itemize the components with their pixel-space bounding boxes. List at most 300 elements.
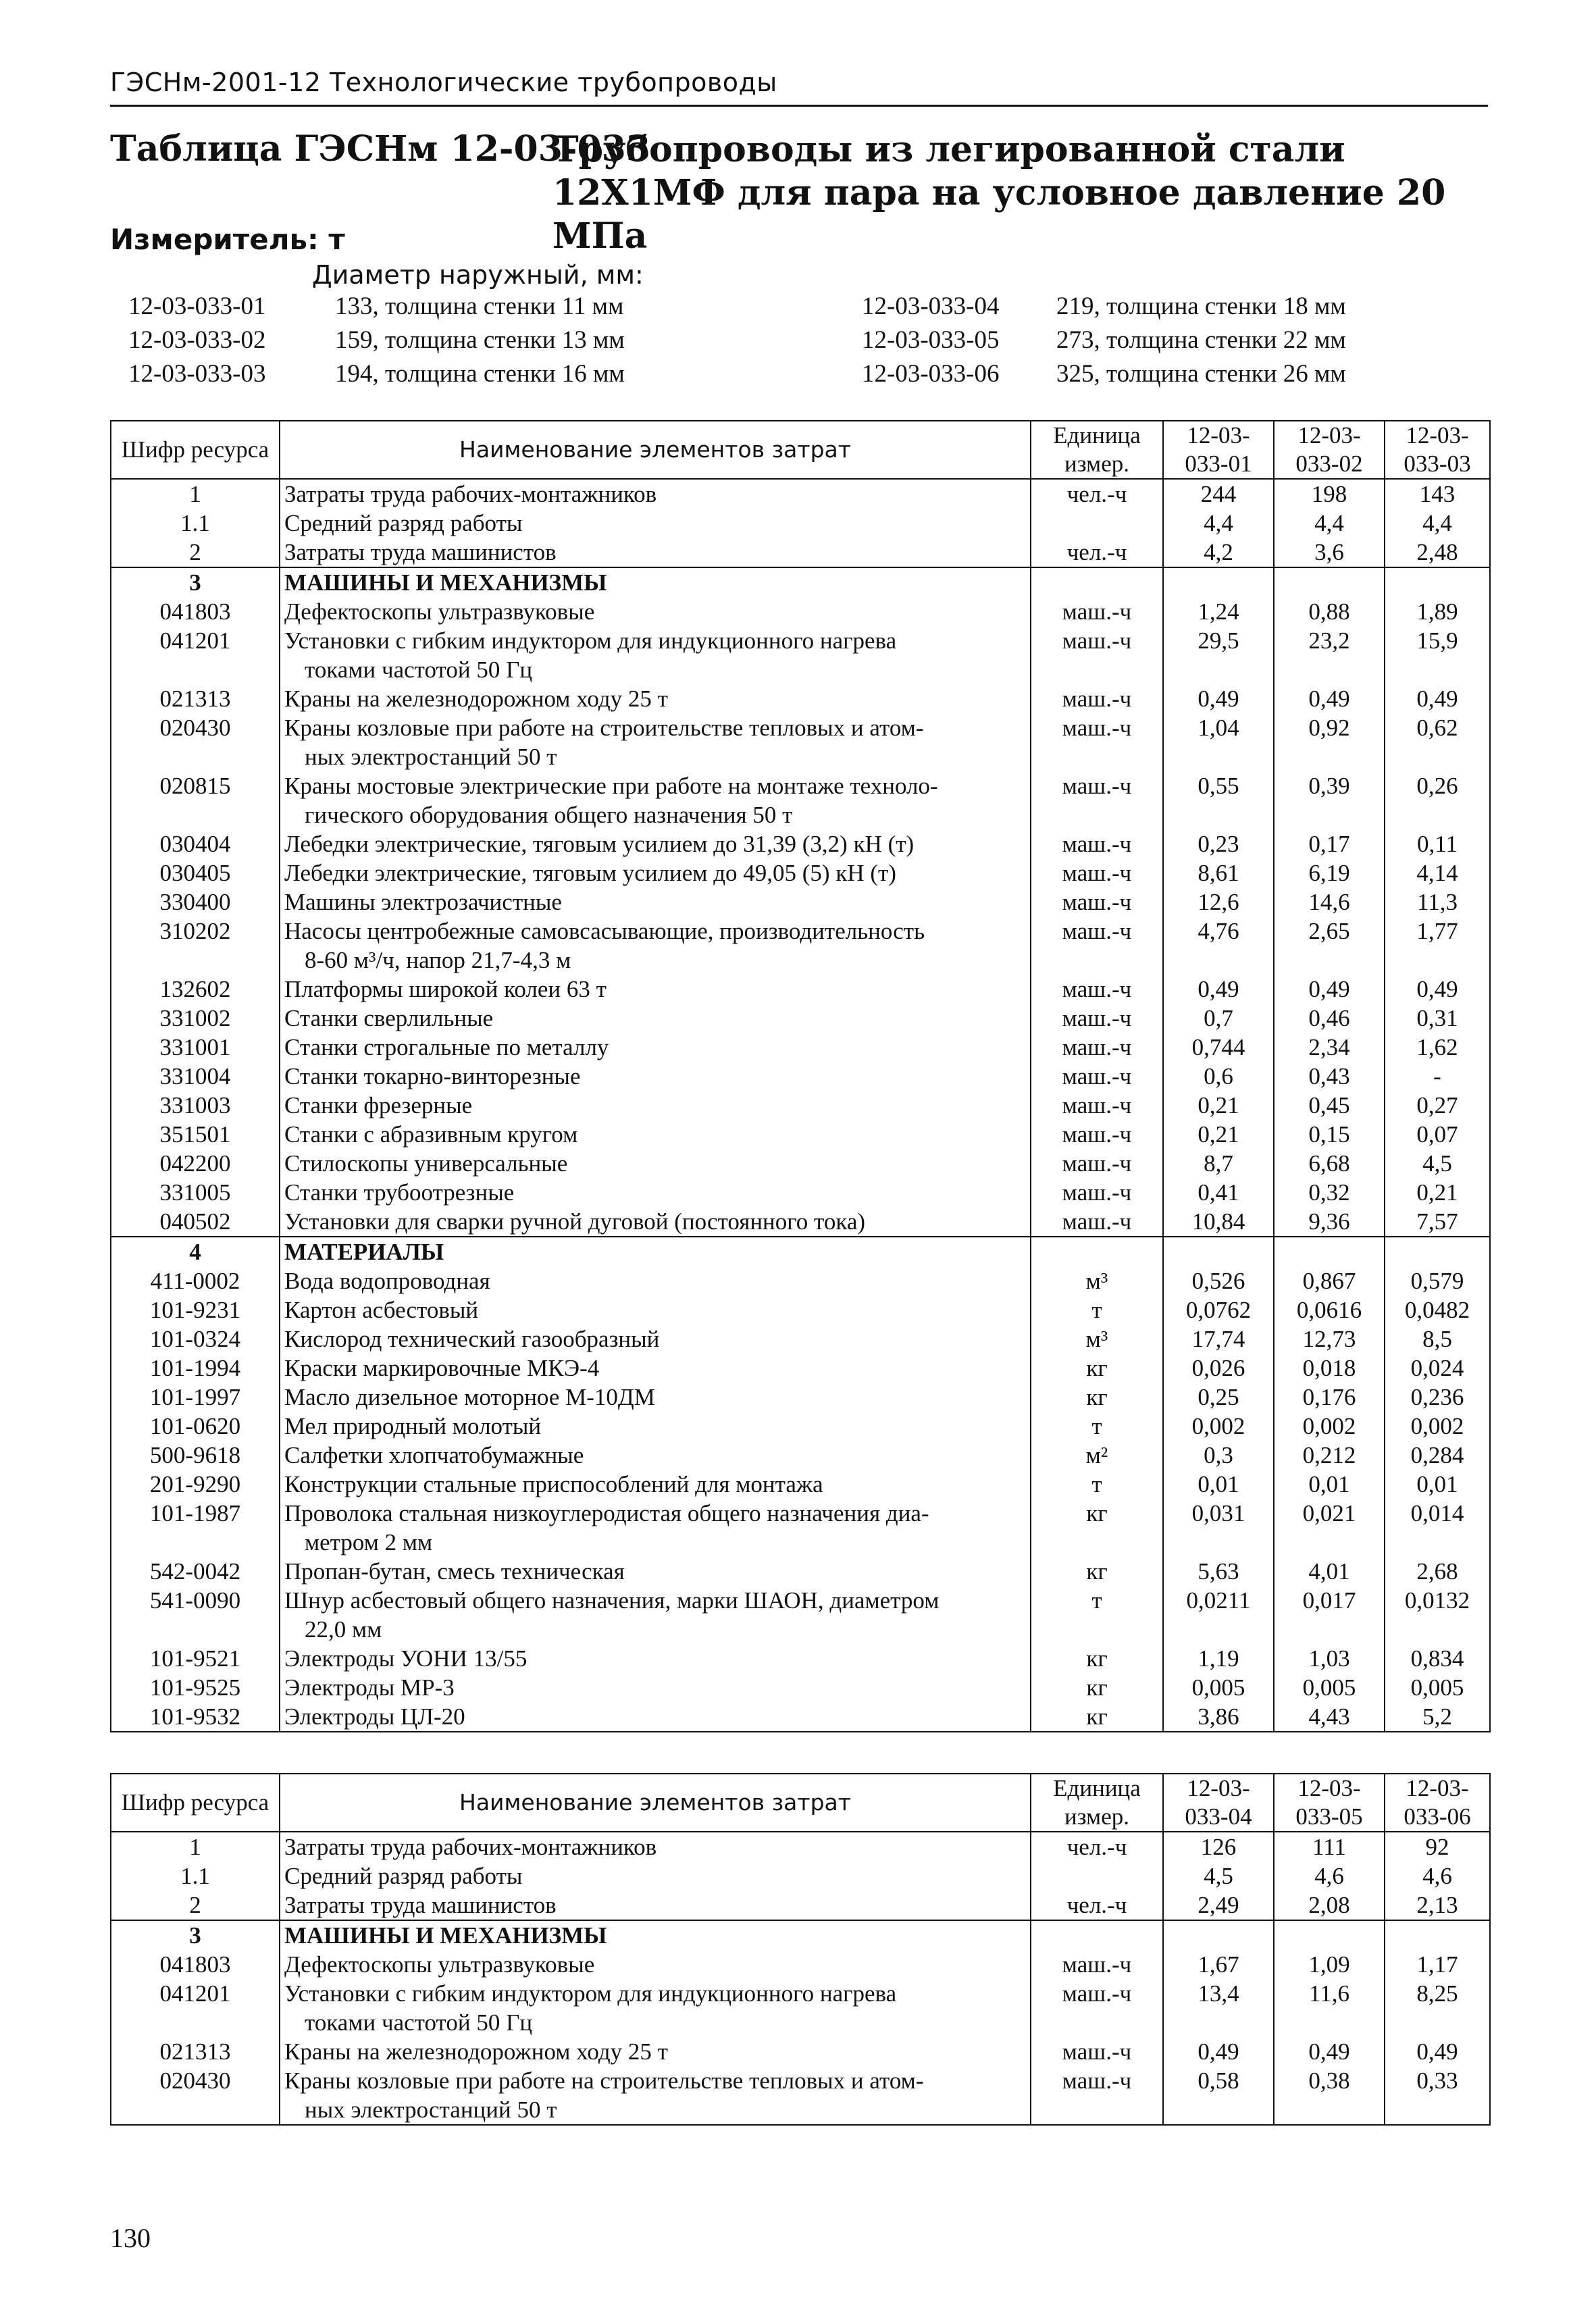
- resource-code: 101-1997: [111, 1383, 280, 1412]
- value-cell: 8,25: [1385, 1979, 1490, 2037]
- unit-cell: маш.-ч: [1031, 597, 1163, 626]
- resource-name-text: Средний разряд работы: [284, 1863, 523, 1889]
- resource-name-text: МАШИНЫ И МЕХАНИЗМЫ: [284, 569, 607, 596]
- table-row: [111, 1412, 1490, 1441]
- resource-name: [280, 1062, 1031, 1091]
- value-cell: 111: [1274, 1832, 1385, 1861]
- table-row: [111, 509, 1490, 538]
- value-cell: 0,005: [1163, 1673, 1274, 1702]
- value-cell: 0,018: [1274, 1354, 1385, 1383]
- table-row: [111, 479, 1490, 509]
- value-cell: 1,67: [1163, 1950, 1274, 1979]
- value-cell: 11,6: [1274, 1979, 1385, 2037]
- unit-cell: чел.-ч: [1031, 1891, 1163, 1920]
- col-header-variant: 12-03-033-04: [1163, 1774, 1274, 1832]
- code-id: 12-03-033-05: [862, 326, 1000, 354]
- unit-cell: кг: [1031, 1644, 1163, 1673]
- resource-code: 041201: [111, 1979, 280, 2037]
- table-body: [111, 479, 1490, 1732]
- col-header-code: Шифр ресурса: [111, 421, 280, 479]
- table-row: [111, 626, 1490, 684]
- resource-name-text: Кислород технический газообразный: [284, 1326, 660, 1352]
- resource-name: [280, 1441, 1031, 1470]
- resource-name: [280, 509, 1031, 538]
- value-cell: 0,031: [1163, 1499, 1274, 1557]
- table-title-number: Таблица ГЭСНм 12-03-033: [110, 128, 651, 170]
- unit-cell: [1031, 509, 1163, 538]
- value-cell: 3,6: [1274, 538, 1385, 567]
- resource-name: [280, 538, 1031, 567]
- unit-cell: маш.-ч: [1031, 858, 1163, 888]
- value-cell: 0,27: [1385, 1091, 1490, 1120]
- value-cell: 29,5: [1163, 626, 1274, 684]
- value-cell: 4,01: [1274, 1557, 1385, 1586]
- value-cell: 4,6: [1385, 1861, 1490, 1891]
- value-cell: 0,21: [1163, 1091, 1274, 1120]
- value-cell: 0,526: [1163, 1266, 1274, 1295]
- resource-name-text: Станки фрезерные: [284, 1092, 473, 1119]
- resource-code: 020430: [111, 2066, 280, 2125]
- value-cell: 17,74: [1163, 1325, 1274, 1354]
- value-cell: 2,49: [1163, 1891, 1274, 1920]
- value-cell: 12,6: [1163, 888, 1274, 917]
- value-cell: 1,77: [1385, 917, 1490, 975]
- value-cell: 11,3: [1385, 888, 1490, 917]
- table-row: [111, 1149, 1490, 1178]
- resource-name: [280, 713, 1031, 771]
- value-cell: 0,017: [1274, 1586, 1385, 1644]
- code-id: 12-03-033-02: [128, 326, 266, 354]
- resource-name-text: Краны мостовые электрические при работе на монтаже техноло-: [284, 773, 938, 799]
- resource-code: 041803: [111, 1950, 280, 1979]
- resource-name-continuation: токами частотой 50 Гц: [305, 2009, 533, 2036]
- unit-cell: м³: [1031, 1266, 1163, 1295]
- value-cell: 0,23: [1163, 829, 1274, 858]
- value-cell: 2,65: [1274, 917, 1385, 975]
- resource-name-continuation: 8-60 м³/ч, напор 21,7-4,3 м: [305, 947, 571, 973]
- value-cell: [1274, 1237, 1385, 1266]
- value-cell: 0,005: [1274, 1673, 1385, 1702]
- table-row: [111, 771, 1490, 829]
- table-row: [111, 2037, 1490, 2066]
- resource-name: [280, 1033, 1031, 1062]
- unit-cell: т: [1031, 1295, 1163, 1325]
- value-cell: 0,49: [1163, 2037, 1274, 2066]
- value-cell: -: [1385, 1062, 1490, 1091]
- resource-code: 2: [111, 1891, 280, 1920]
- unit-cell: т: [1031, 1412, 1163, 1441]
- resource-code: 331001: [111, 1033, 280, 1062]
- resource-name-text: Шнур асбестовый общего назначения, марки ШАОН, диаметром: [284, 1587, 939, 1614]
- resource-name-text: Насосы центробежные самовсасывающие, производительность: [284, 918, 925, 944]
- resource-name: [280, 1702, 1031, 1732]
- resource-name: [280, 626, 1031, 684]
- value-cell: 0,45: [1274, 1091, 1385, 1120]
- value-cell: 0,002: [1274, 1412, 1385, 1441]
- value-cell: 4,2: [1163, 538, 1274, 567]
- value-cell: 0,11: [1385, 829, 1490, 858]
- unit-cell: маш.-ч: [1031, 829, 1163, 858]
- table-row: [111, 1470, 1490, 1499]
- resource-name: [280, 597, 1031, 626]
- code-id: 12-03-033-01: [128, 292, 266, 320]
- resource-code: 1: [111, 1832, 280, 1861]
- value-cell: 92: [1385, 1832, 1490, 1861]
- table-row: [111, 829, 1490, 858]
- resource-name-text: Краны козловые при работе на строительстве тепловых и атом-: [284, 2067, 924, 2094]
- resource-name: [280, 975, 1031, 1004]
- value-cell: 0,43: [1274, 1062, 1385, 1091]
- table-row: [111, 975, 1490, 1004]
- value-cell: 0,49: [1385, 975, 1490, 1004]
- resource-name: [280, 1237, 1031, 1266]
- value-cell: 1,62: [1385, 1033, 1490, 1062]
- resource-name: [280, 479, 1031, 509]
- table-row: [111, 1557, 1490, 1586]
- resource-name: [280, 1295, 1031, 1325]
- value-cell: 3,86: [1163, 1702, 1274, 1732]
- running-header: ГЭСНм-2001-12 Технологические трубопроводы: [110, 68, 777, 97]
- table-row: [111, 1178, 1490, 1207]
- resource-name-text: Масло дизельное моторное М-10ДМ: [284, 1384, 655, 1410]
- unit-cell: маш.-ч: [1031, 1979, 1163, 2037]
- value-cell: 13,4: [1163, 1979, 1274, 2037]
- value-cell: 0,55: [1163, 771, 1274, 829]
- value-cell: 4,6: [1274, 1861, 1385, 1891]
- value-cell: 2,13: [1385, 1891, 1490, 1920]
- value-cell: 4,43: [1274, 1702, 1385, 1732]
- resource-name: [280, 1383, 1031, 1412]
- value-cell: 0,01: [1274, 1470, 1385, 1499]
- diameter-header: Диаметр наружный, мм:: [312, 260, 644, 290]
- resource-name-text: Электроды УОНИ 13/55: [284, 1645, 527, 1672]
- unit-cell: м²: [1031, 1441, 1163, 1470]
- resource-code: 101-9521: [111, 1644, 280, 1673]
- value-cell: 9,36: [1274, 1207, 1385, 1237]
- value-cell: [1163, 1920, 1274, 1950]
- value-cell: 0,744: [1163, 1033, 1274, 1062]
- resource-name-text: Платформы широкой колеи 63 т: [284, 976, 607, 1002]
- value-cell: 15,9: [1385, 626, 1490, 684]
- code-id: 12-03-033-06: [862, 360, 1000, 388]
- value-cell: [1385, 567, 1490, 597]
- resource-code: 3: [111, 567, 280, 597]
- value-cell: [1385, 1920, 1490, 1950]
- unit-cell: маш.-ч: [1031, 1091, 1163, 1120]
- resource-code: 101-1987: [111, 1499, 280, 1557]
- code-desc: 159, толщина стенки 13 мм: [335, 326, 625, 354]
- resource-name: [280, 771, 1031, 829]
- unit-cell: кг: [1031, 1673, 1163, 1702]
- value-cell: 0,07: [1385, 1120, 1490, 1149]
- value-cell: 0,41: [1163, 1178, 1274, 1207]
- resource-code: 021313: [111, 2037, 280, 2066]
- resource-name-text: Станки с абразивным кругом: [284, 1121, 578, 1148]
- table-row: [111, 1004, 1490, 1033]
- resource-name-text: Краны на железнодорожном ходу 25 т: [284, 2038, 668, 2065]
- norms-table-2: [110, 1773, 1491, 2126]
- resource-code: 021313: [111, 684, 280, 713]
- resource-code: 500-9618: [111, 1441, 280, 1470]
- resource-code: 101-9525: [111, 1673, 280, 1702]
- resource-name-text: Средний разряд работы: [284, 510, 523, 536]
- value-cell: 0,0211: [1163, 1586, 1274, 1644]
- value-cell: 0,49: [1274, 975, 1385, 1004]
- resource-name-continuation: ных электростанций 50 т: [305, 744, 557, 770]
- value-cell: 2,08: [1274, 1891, 1385, 1920]
- unit-cell: маш.-ч: [1031, 975, 1163, 1004]
- table-row: [111, 1383, 1490, 1412]
- resource-name-continuation: токами частотой 50 Гц: [305, 657, 533, 683]
- resource-name-text: Конструкции стальные приспособлений для монтажа: [284, 1471, 823, 1497]
- resource-code: 331004: [111, 1062, 280, 1091]
- value-cell: 4,5: [1163, 1861, 1274, 1891]
- value-cell: 1,04: [1163, 713, 1274, 771]
- value-cell: 0,014: [1385, 1499, 1490, 1557]
- value-cell: 0,579: [1385, 1266, 1490, 1295]
- resource-name: [280, 917, 1031, 975]
- value-cell: 0,002: [1385, 1412, 1490, 1441]
- code-desc: 133, толщина стенки 11 мм: [335, 292, 624, 320]
- value-cell: 0,25: [1163, 1383, 1274, 1412]
- table-row: [111, 1644, 1490, 1673]
- resource-code: 101-9532: [111, 1702, 280, 1732]
- resource-name-text: Установки с гибким индуктором для индукционного нагрева: [284, 1980, 897, 2007]
- unit-cell: [1031, 1861, 1163, 1891]
- resource-name: [280, 1004, 1031, 1033]
- table-header-row: [111, 421, 1490, 479]
- value-cell: 0,39: [1274, 771, 1385, 829]
- resource-name: [280, 1586, 1031, 1644]
- value-cell: 0,58: [1163, 2066, 1274, 2125]
- unit-cell: кг: [1031, 1557, 1163, 1586]
- norms-table-1: [110, 420, 1491, 1732]
- value-cell: 0,46: [1274, 1004, 1385, 1033]
- table-header-row: [111, 1774, 1490, 1832]
- table-row: [111, 1950, 1490, 1979]
- col-header-variant: 12-03-033-02: [1274, 421, 1385, 479]
- value-cell: 0,33: [1385, 2066, 1490, 2125]
- table-row: [111, 1033, 1490, 1062]
- col-header-unit: Единица измер.: [1031, 1774, 1163, 1832]
- resource-name: [280, 1499, 1031, 1557]
- value-cell: 198: [1274, 479, 1385, 509]
- table-row: [111, 684, 1490, 713]
- table-row: [111, 1266, 1490, 1295]
- value-cell: [1163, 1237, 1274, 1266]
- resource-code: 3: [111, 1920, 280, 1950]
- value-cell: 143: [1385, 479, 1490, 509]
- resource-name: [280, 888, 1031, 917]
- table-body: [111, 1832, 1490, 2125]
- value-cell: 0,0762: [1163, 1295, 1274, 1325]
- resource-name: [280, 829, 1031, 858]
- resource-code: 411-0002: [111, 1266, 280, 1295]
- resource-code: 2: [111, 538, 280, 567]
- table-row: [111, 1861, 1490, 1891]
- resource-name: [280, 1979, 1031, 2037]
- value-cell: 1,19: [1163, 1644, 1274, 1673]
- resource-name-text: МАШИНЫ И МЕХАНИЗМЫ: [284, 1922, 607, 1949]
- value-cell: 0,49: [1385, 2037, 1490, 2066]
- unit-cell: т: [1031, 1470, 1163, 1499]
- unit-cell: маш.-ч: [1031, 626, 1163, 684]
- resource-name: [280, 1920, 1031, 1950]
- page-number: 130: [110, 2223, 151, 2253]
- value-cell: 8,5: [1385, 1325, 1490, 1354]
- table-row: [111, 1062, 1490, 1091]
- value-cell: 0,284: [1385, 1441, 1490, 1470]
- table-row: [111, 1702, 1490, 1732]
- resource-name-text: Дефектоскопы ультразвуковые: [284, 1951, 595, 1978]
- resource-name-text: Машины электрозачистные: [284, 889, 562, 915]
- resource-name-text: Затраты труда рабочих-монтажников: [284, 481, 657, 507]
- value-cell: 0,6: [1163, 1062, 1274, 1091]
- section-row: [111, 1237, 1490, 1266]
- section-row: [111, 1920, 1490, 1950]
- value-cell: 0,01: [1163, 1470, 1274, 1499]
- value-cell: 2,68: [1385, 1557, 1490, 1586]
- resource-name: [280, 1091, 1031, 1120]
- value-cell: [1385, 1237, 1490, 1266]
- table-row: [111, 1832, 1490, 1861]
- resource-name-continuation: метром 2 мм: [305, 1529, 433, 1555]
- table-row: [111, 1325, 1490, 1354]
- unit-cell: маш.-ч: [1031, 888, 1163, 917]
- resource-name: [280, 858, 1031, 888]
- resource-code: 101-1994: [111, 1354, 280, 1383]
- resource-name: [280, 2066, 1031, 2125]
- resource-name-text: Электроды МР-3: [284, 1674, 455, 1701]
- value-cell: 2,48: [1385, 538, 1490, 567]
- value-cell: 8,61: [1163, 858, 1274, 888]
- value-cell: 4,4: [1274, 509, 1385, 538]
- value-cell: 2,34: [1274, 1033, 1385, 1062]
- unit-cell: чел.-ч: [1031, 538, 1163, 567]
- value-cell: 23,2: [1274, 626, 1385, 684]
- resource-name: [280, 1120, 1031, 1149]
- resource-code: 201-9290: [111, 1470, 280, 1499]
- unit-cell: кг: [1031, 1354, 1163, 1383]
- resource-name-text: Салфетки хлопчатобумажные: [284, 1442, 584, 1468]
- col-header-name: Наименование элементов затрат: [280, 421, 1031, 479]
- resource-name-text: Затраты труда машинистов: [284, 539, 557, 565]
- code-desc: 194, толщина стенки 16 мм: [335, 360, 625, 388]
- code-id: 12-03-033-03: [128, 360, 266, 388]
- table-row: [111, 1120, 1490, 1149]
- resource-name: [280, 1266, 1031, 1295]
- unit-cell: [1031, 1920, 1163, 1950]
- resource-name-text: Краны на железнодорожном ходу 25 т: [284, 686, 668, 712]
- value-cell: 4,14: [1385, 858, 1490, 888]
- resource-code: 330400: [111, 888, 280, 917]
- resource-name-text: Краски маркировочные МКЭ-4: [284, 1355, 600, 1381]
- table-row: [111, 1891, 1490, 1920]
- resource-name: [280, 1950, 1031, 1979]
- unit-cell: маш.-ч: [1031, 1062, 1163, 1091]
- value-cell: 0,834: [1385, 1644, 1490, 1673]
- value-cell: 0,49: [1163, 684, 1274, 713]
- value-cell: 0,21: [1385, 1178, 1490, 1207]
- value-cell: 0,49: [1163, 975, 1274, 1004]
- resource-name-text: Электроды ЦЛ-20: [284, 1703, 465, 1730]
- unit-cell: чел.-ч: [1031, 479, 1163, 509]
- resource-code: 042200: [111, 1149, 280, 1178]
- value-cell: 0,236: [1385, 1383, 1490, 1412]
- unit-cell: маш.-ч: [1031, 684, 1163, 713]
- resource-code: 4: [111, 1237, 280, 1266]
- value-cell: 14,6: [1274, 888, 1385, 917]
- resource-name-text: Установки для сварки ручной дуговой (постоянного тока): [284, 1208, 866, 1235]
- value-cell: 1,89: [1385, 597, 1490, 626]
- unit-cell: маш.-ч: [1031, 1178, 1163, 1207]
- code-desc: 273, толщина стенки 22 мм: [1056, 326, 1346, 354]
- resource-code: 1.1: [111, 1861, 280, 1891]
- resource-code: 331002: [111, 1004, 280, 1033]
- unit-cell: маш.-ч: [1031, 1033, 1163, 1062]
- col-header-unit: Единица измер.: [1031, 421, 1163, 479]
- resource-name: [280, 567, 1031, 597]
- table-row: [111, 1207, 1490, 1237]
- resource-name-text: Станки токарно-винторезные: [284, 1063, 581, 1089]
- unit-cell: м³: [1031, 1325, 1163, 1354]
- resource-name-continuation: 22,0 мм: [305, 1616, 382, 1643]
- resource-code: 542-0042: [111, 1557, 280, 1586]
- table-row: [111, 1673, 1490, 1702]
- resource-name: [280, 1470, 1031, 1499]
- resource-name-text: Затраты труда машинистов: [284, 1892, 557, 1918]
- value-cell: 0,49: [1274, 2037, 1385, 2066]
- resource-name-continuation: гического оборудования общего назначения 50 т: [305, 802, 793, 828]
- value-cell: 5,63: [1163, 1557, 1274, 1586]
- code-desc: 219, толщина стенки 18 мм: [1056, 292, 1346, 320]
- table-row: [111, 538, 1490, 567]
- resource-name: [280, 1832, 1031, 1861]
- resource-name: [280, 1412, 1031, 1441]
- value-cell: 1,17: [1385, 1950, 1490, 1979]
- resource-name: [280, 1891, 1031, 1920]
- table-row: [111, 1295, 1490, 1325]
- resource-code: 541-0090: [111, 1586, 280, 1644]
- value-cell: 0,005: [1385, 1673, 1490, 1702]
- value-cell: 0,026: [1163, 1354, 1274, 1383]
- resource-name: [280, 1354, 1031, 1383]
- table-row: [111, 1091, 1490, 1120]
- resource-name-text: Проволока стальная низкоуглеродистая общего назначения диа-: [284, 1500, 929, 1526]
- resource-name-text: Картон асбестовый: [284, 1297, 479, 1323]
- unit-cell: т: [1031, 1586, 1163, 1644]
- value-cell: 10,84: [1163, 1207, 1274, 1237]
- value-cell: 0,26: [1385, 771, 1490, 829]
- resource-name: [280, 1673, 1031, 1702]
- resource-name-text: Лебедки электрические, тяговым усилием до 31,39 (3,2) кН (т): [284, 831, 915, 857]
- resource-code: 331003: [111, 1091, 280, 1120]
- resource-name: [280, 1149, 1031, 1178]
- resource-code: 041201: [111, 626, 280, 684]
- resource-code: 351501: [111, 1120, 280, 1149]
- resource-code: 1: [111, 479, 280, 509]
- resource-name: [280, 1557, 1031, 1586]
- value-cell: 0,867: [1274, 1266, 1385, 1295]
- col-header-code: Шифр ресурса: [111, 1774, 280, 1832]
- table-title-text: Трубопроводы из легированной стали 12Х1МФ для пара на условное давление 20 МПа: [552, 129, 1446, 257]
- value-cell: 4,4: [1385, 509, 1490, 538]
- value-cell: 0,024: [1385, 1354, 1490, 1383]
- resource-name-text: Вода водопроводная: [284, 1268, 490, 1294]
- value-cell: 8,7: [1163, 1149, 1274, 1178]
- value-cell: 0,15: [1274, 1120, 1385, 1149]
- unit-cell: чел.-ч: [1031, 1832, 1163, 1861]
